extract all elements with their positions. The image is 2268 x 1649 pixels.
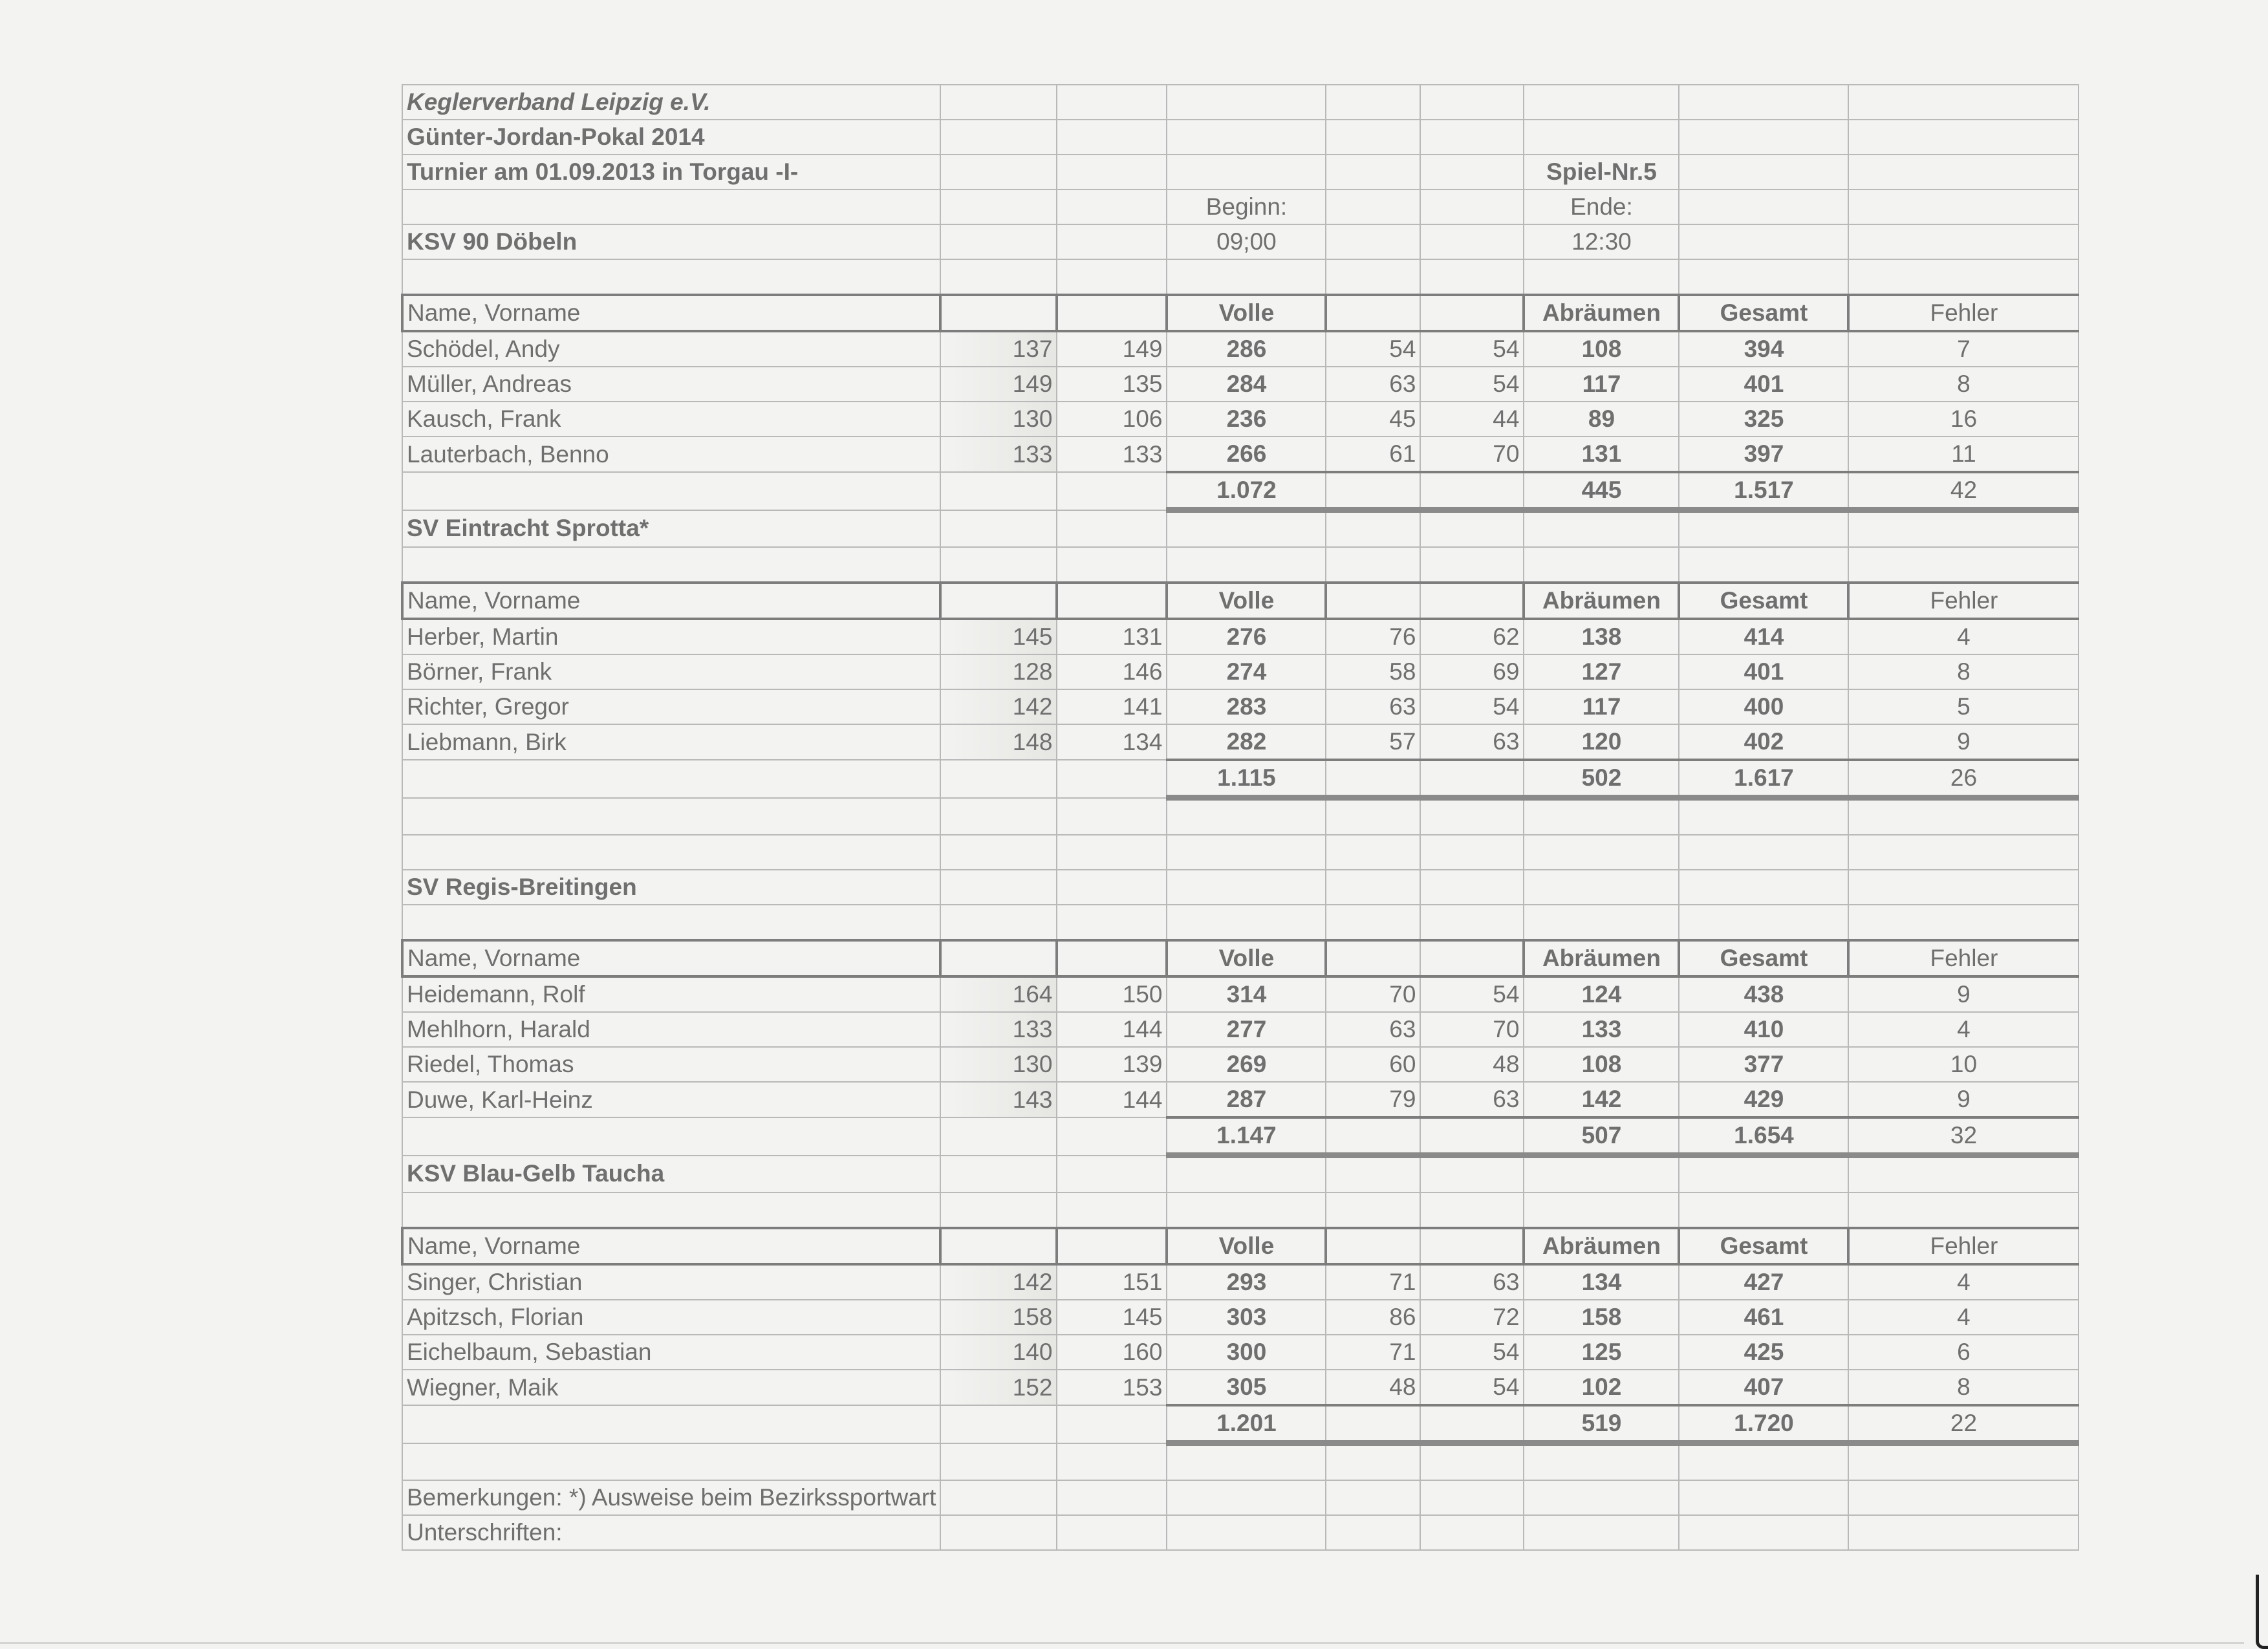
abraeumen-lane-2: 72 [1420,1300,1524,1335]
column-volle-header: Volle [1167,1228,1326,1264]
player-name: Richter, Gregor [402,689,940,724]
gesamt-total: 377 [1679,1047,1848,1082]
abraeumen-lane-1: 45 [1326,402,1420,436]
abraeumen-lane-2: 63 [1420,1264,1524,1300]
volle-total: 293 [1167,1264,1326,1300]
remarks-text: Bemerkungen: *) Ausweise beim Bezirkssportwart [402,1480,940,1515]
volle-total: 236 [1167,402,1326,436]
spacer-row [402,1443,2079,1481]
column-header-row [402,295,2079,331]
player-row [402,619,2079,654]
volle-lane-1: 164 [940,976,1057,1012]
volle-lane-1: 128 [940,654,1057,689]
volle-lane-1: 152 [940,1370,1057,1405]
gesamt-total: 397 [1679,436,1848,472]
abraeumen-total: 89 [1524,402,1679,436]
volle-lane-2: 145 [1057,1300,1167,1335]
abraeumen-lane-2: 70 [1420,1012,1524,1047]
volle-total: 266 [1167,436,1326,472]
column-abraeumen-header: Abräumen [1524,583,1679,619]
volle-lane-2: 144 [1057,1012,1167,1047]
volle-lane-2: 131 [1057,619,1167,654]
column-abraeumen-header: Abräumen [1524,1228,1679,1264]
team-abraeumen-total: 445 [1524,472,1679,510]
player-row [402,1370,2079,1405]
volle-lane-2: 133 [1057,436,1167,472]
team-total-row [402,1405,2079,1443]
fehler-count: 4 [1848,1300,2079,1335]
player-row [402,1047,2079,1082]
abraeumen-lane-1: 57 [1326,724,1420,760]
cup-row [402,120,2079,155]
volle-lane-2: 160 [1057,1335,1167,1370]
abraeumen-lane-2: 62 [1420,619,1524,654]
team-volle-total: 1.115 [1167,760,1326,798]
spacer-row [402,905,2079,940]
player-name: Singer, Christian [402,1264,940,1300]
game-number: Spiel-Nr.5 [1524,155,1679,189]
player-row [402,367,2079,402]
team-volle-total: 1.147 [1167,1117,1326,1156]
player-name: Lauterbach, Benno [402,436,940,472]
spacer-row [402,835,2079,870]
team-name: KSV 90 Döbeln [402,224,940,259]
abraeumen-total: 158 [1524,1300,1679,1335]
abraeumen-lane-2: 54 [1420,689,1524,724]
end-label: Ende: [1524,189,1679,224]
fehler-count: 4 [1848,1264,2079,1300]
abraeumen-lane-2: 54 [1420,367,1524,402]
gesamt-total: 410 [1679,1012,1848,1047]
player-name: Müller, Andreas [402,367,940,402]
volle-lane-2: 149 [1057,331,1167,367]
column-volle-header: Volle [1167,940,1326,976]
volle-lane-1: 130 [940,402,1057,436]
column-name-header: Name, Vorname [402,1228,940,1264]
team-gesamt-total: 1.654 [1679,1117,1848,1156]
gesamt-total: 401 [1679,367,1848,402]
volle-total: 274 [1167,654,1326,689]
team-abraeumen-total: 502 [1524,760,1679,798]
gesamt-total: 407 [1679,1370,1848,1405]
fehler-count: 7 [1848,331,2079,367]
abraeumen-lane-1: 63 [1326,689,1420,724]
abraeumen-total: 125 [1524,1335,1679,1370]
abraeumen-total: 102 [1524,1370,1679,1405]
abraeumen-lane-2: 54 [1420,976,1524,1012]
abraeumen-total: 134 [1524,1264,1679,1300]
player-name: Mehlhorn, Harald [402,1012,940,1047]
abraeumen-lane-1: 58 [1326,654,1420,689]
fehler-count: 8 [1848,654,2079,689]
fehler-count: 9 [1848,976,2079,1012]
abraeumen-lane-1: 63 [1326,367,1420,402]
org-name: Keglerverband Leipzig e.V. [402,85,940,120]
team-fehler-total: 22 [1848,1405,2079,1443]
abraeumen-lane-2: 70 [1420,436,1524,472]
player-row [402,1335,2079,1370]
score-sheet-body [402,85,2079,1550]
team-name-row [402,510,2079,548]
fehler-count: 4 [1848,1012,2079,1047]
fehler-count: 11 [1848,436,2079,472]
volle-total: 305 [1167,1370,1326,1405]
gesamt-total: 325 [1679,402,1848,436]
volle-lane-1: 149 [940,367,1057,402]
team-name-row [402,224,2079,259]
player-name: Börner, Frank [402,654,940,689]
abraeumen-lane-2: 44 [1420,402,1524,436]
player-name: Riedel, Thomas [402,1047,940,1082]
volle-total: 284 [1167,367,1326,402]
abraeumen-total: 131 [1524,436,1679,472]
team-name-row [402,870,2079,905]
team-name-row [402,1156,2079,1193]
volle-total: 303 [1167,1300,1326,1335]
remarks-row [402,1480,2079,1515]
tournament-row [402,155,2079,189]
abraeumen-lane-1: 61 [1326,436,1420,472]
column-gesamt-header: Gesamt [1679,1228,1848,1264]
team-abraeumen-total: 507 [1524,1117,1679,1156]
team-volle-total: 1.201 [1167,1405,1326,1443]
abraeumen-lane-1: 76 [1326,619,1420,654]
fehler-count: 16 [1848,402,2079,436]
abraeumen-lane-1: 48 [1326,1370,1420,1405]
fehler-count: 8 [1848,1370,2079,1405]
score-sheet [401,84,2079,1551]
page-corner-mark [2256,1575,2268,1649]
player-name: Eichelbaum, Sebastian [402,1335,940,1370]
player-row [402,689,2079,724]
abraeumen-lane-1: 71 [1326,1264,1420,1300]
abraeumen-total: 108 [1524,1047,1679,1082]
volle-lane-1: 148 [940,724,1057,760]
column-header-row [402,940,2079,976]
team-total-row [402,760,2079,798]
column-fehler-header: Fehler [1848,1228,2079,1264]
player-row [402,976,2079,1012]
abraeumen-lane-1: 60 [1326,1047,1420,1082]
team-total-row [402,1117,2079,1156]
team-fehler-total: 42 [1848,472,2079,510]
spacer-row [402,798,2079,835]
end-time: 12:30 [1524,224,1679,259]
volle-lane-1: 145 [940,619,1057,654]
player-row [402,331,2079,367]
volle-total: 314 [1167,976,1326,1012]
tournament-info: Turnier am 01.09.2013 in Torgau -I- [402,155,940,189]
column-volle-header: Volle [1167,295,1326,331]
volle-total: 300 [1167,1335,1326,1370]
fehler-count: 9 [1848,724,2079,760]
abraeumen-lane-2: 54 [1420,1370,1524,1405]
volle-total: 269 [1167,1047,1326,1082]
player-row [402,654,2079,689]
volle-lane-1: 133 [940,436,1057,472]
fehler-count: 8 [1848,367,2079,402]
player-row [402,402,2079,436]
team-gesamt-total: 1.517 [1679,472,1848,510]
fehler-count: 4 [1848,619,2079,654]
player-name: Herber, Martin [402,619,940,654]
player-name: Apitzsch, Florian [402,1300,940,1335]
volle-lane-2: 151 [1057,1264,1167,1300]
volle-total: 282 [1167,724,1326,760]
abraeumen-total: 117 [1524,367,1679,402]
team-gesamt-total: 1.720 [1679,1405,1848,1443]
abraeumen-total: 142 [1524,1082,1679,1117]
signatures-row [402,1515,2079,1550]
player-row [402,1012,2079,1047]
volle-lane-2: 106 [1057,402,1167,436]
abraeumen-lane-2: 63 [1420,1082,1524,1117]
player-row [402,724,2079,760]
volle-lane-2: 135 [1057,367,1167,402]
begin-label: Beginn: [1167,189,1326,224]
abraeumen-lane-1: 54 [1326,331,1420,367]
team-name: SV Eintracht Sprotta* [402,510,940,548]
column-fehler-header: Fehler [1848,940,2079,976]
volle-lane-2: 141 [1057,689,1167,724]
player-name: Schödel, Andy [402,331,940,367]
abraeumen-total: 124 [1524,976,1679,1012]
gesamt-total: 429 [1679,1082,1848,1117]
volle-total: 283 [1167,689,1326,724]
page-edge-line [0,1642,2244,1644]
team-fehler-total: 32 [1848,1117,2079,1156]
player-row [402,1082,2079,1117]
abraeumen-lane-1: 71 [1326,1335,1420,1370]
volle-lane-2: 146 [1057,654,1167,689]
column-gesamt-header: Gesamt [1679,940,1848,976]
column-header-row [402,583,2079,619]
abraeumen-total: 127 [1524,654,1679,689]
title-row [402,85,2079,120]
team-total-row [402,472,2079,510]
abraeumen-lane-2: 69 [1420,654,1524,689]
gesamt-total: 414 [1679,619,1848,654]
spacer-row [402,259,2079,295]
abraeumen-lane-1: 70 [1326,976,1420,1012]
gesamt-total: 401 [1679,654,1848,689]
fehler-count: 6 [1848,1335,2079,1370]
column-name-header: Name, Vorname [402,940,940,976]
fehler-count: 9 [1848,1082,2079,1117]
spacer-row [402,1192,2079,1228]
player-name: Liebmann, Birk [402,724,940,760]
volle-total: 276 [1167,619,1326,654]
volle-lane-1: 140 [940,1335,1057,1370]
gesamt-total: 438 [1679,976,1848,1012]
gesamt-total: 394 [1679,331,1848,367]
player-row [402,1264,2079,1300]
abraeumen-lane-1: 86 [1326,1300,1420,1335]
player-row [402,1300,2079,1335]
volle-lane-2: 134 [1057,724,1167,760]
abraeumen-lane-2: 54 [1420,331,1524,367]
team-volle-total: 1.072 [1167,472,1326,510]
column-fehler-header: Fehler [1848,583,2079,619]
abraeumen-lane-1: 63 [1326,1012,1420,1047]
fehler-count: 5 [1848,689,2079,724]
abraeumen-total: 120 [1524,724,1679,760]
volle-total: 286 [1167,331,1326,367]
column-gesamt-header: Gesamt [1679,295,1848,331]
column-volle-header: Volle [1167,583,1326,619]
player-name: Kausch, Frank [402,402,940,436]
abraeumen-lane-2: 63 [1420,724,1524,760]
volle-total: 287 [1167,1082,1326,1117]
abraeumen-lane-2: 54 [1420,1335,1524,1370]
abraeumen-lane-2: 48 [1420,1047,1524,1082]
player-name: Duwe, Karl-Heinz [402,1082,940,1117]
abraeumen-lane-1: 79 [1326,1082,1420,1117]
player-name: Heidemann, Rolf [402,976,940,1012]
abraeumen-total: 117 [1524,689,1679,724]
team-fehler-total: 26 [1848,760,2079,798]
volle-lane-1: 158 [940,1300,1057,1335]
team-gesamt-total: 1.617 [1679,760,1848,798]
team-abraeumen-total: 519 [1524,1405,1679,1443]
column-name-header: Name, Vorname [402,295,940,331]
volle-lane-2: 153 [1057,1370,1167,1405]
volle-lane-2: 144 [1057,1082,1167,1117]
gesamt-total: 400 [1679,689,1848,724]
column-name-header: Name, Vorname [402,583,940,619]
column-fehler-header: Fehler [1848,295,2079,331]
gesamt-total: 425 [1679,1335,1848,1370]
player-name: Wiegner, Maik [402,1370,940,1405]
volle-lane-1: 142 [940,689,1057,724]
gesamt-total: 427 [1679,1264,1848,1300]
team-name: SV Regis-Breitingen [402,870,940,905]
gesamt-total: 461 [1679,1300,1848,1335]
team-name: KSV Blau-Gelb Taucha [402,1156,940,1193]
abraeumen-total: 138 [1524,619,1679,654]
volle-lane-2: 150 [1057,976,1167,1012]
time-label-row [402,189,2079,224]
column-header-row [402,1228,2079,1264]
cup-name: Günter-Jordan-Pokal 2014 [402,120,940,155]
abraeumen-total: 133 [1524,1012,1679,1047]
volle-lane-1: 142 [940,1264,1057,1300]
begin-time: 09;00 [1167,224,1326,259]
volle-lane-2: 139 [1057,1047,1167,1082]
volle-lane-1: 143 [940,1082,1057,1117]
column-abraeumen-header: Abräumen [1524,940,1679,976]
signatures-label: Unterschriften: [402,1515,940,1550]
abraeumen-total: 108 [1524,331,1679,367]
player-row [402,436,2079,472]
column-abraeumen-header: Abräumen [1524,295,1679,331]
column-gesamt-header: Gesamt [1679,583,1848,619]
volle-lane-1: 137 [940,331,1057,367]
volle-lane-1: 130 [940,1047,1057,1082]
volle-lane-1: 133 [940,1012,1057,1047]
gesamt-total: 402 [1679,724,1848,760]
volle-total: 277 [1167,1012,1326,1047]
fehler-count: 10 [1848,1047,2079,1082]
spacer-row [402,547,2079,583]
